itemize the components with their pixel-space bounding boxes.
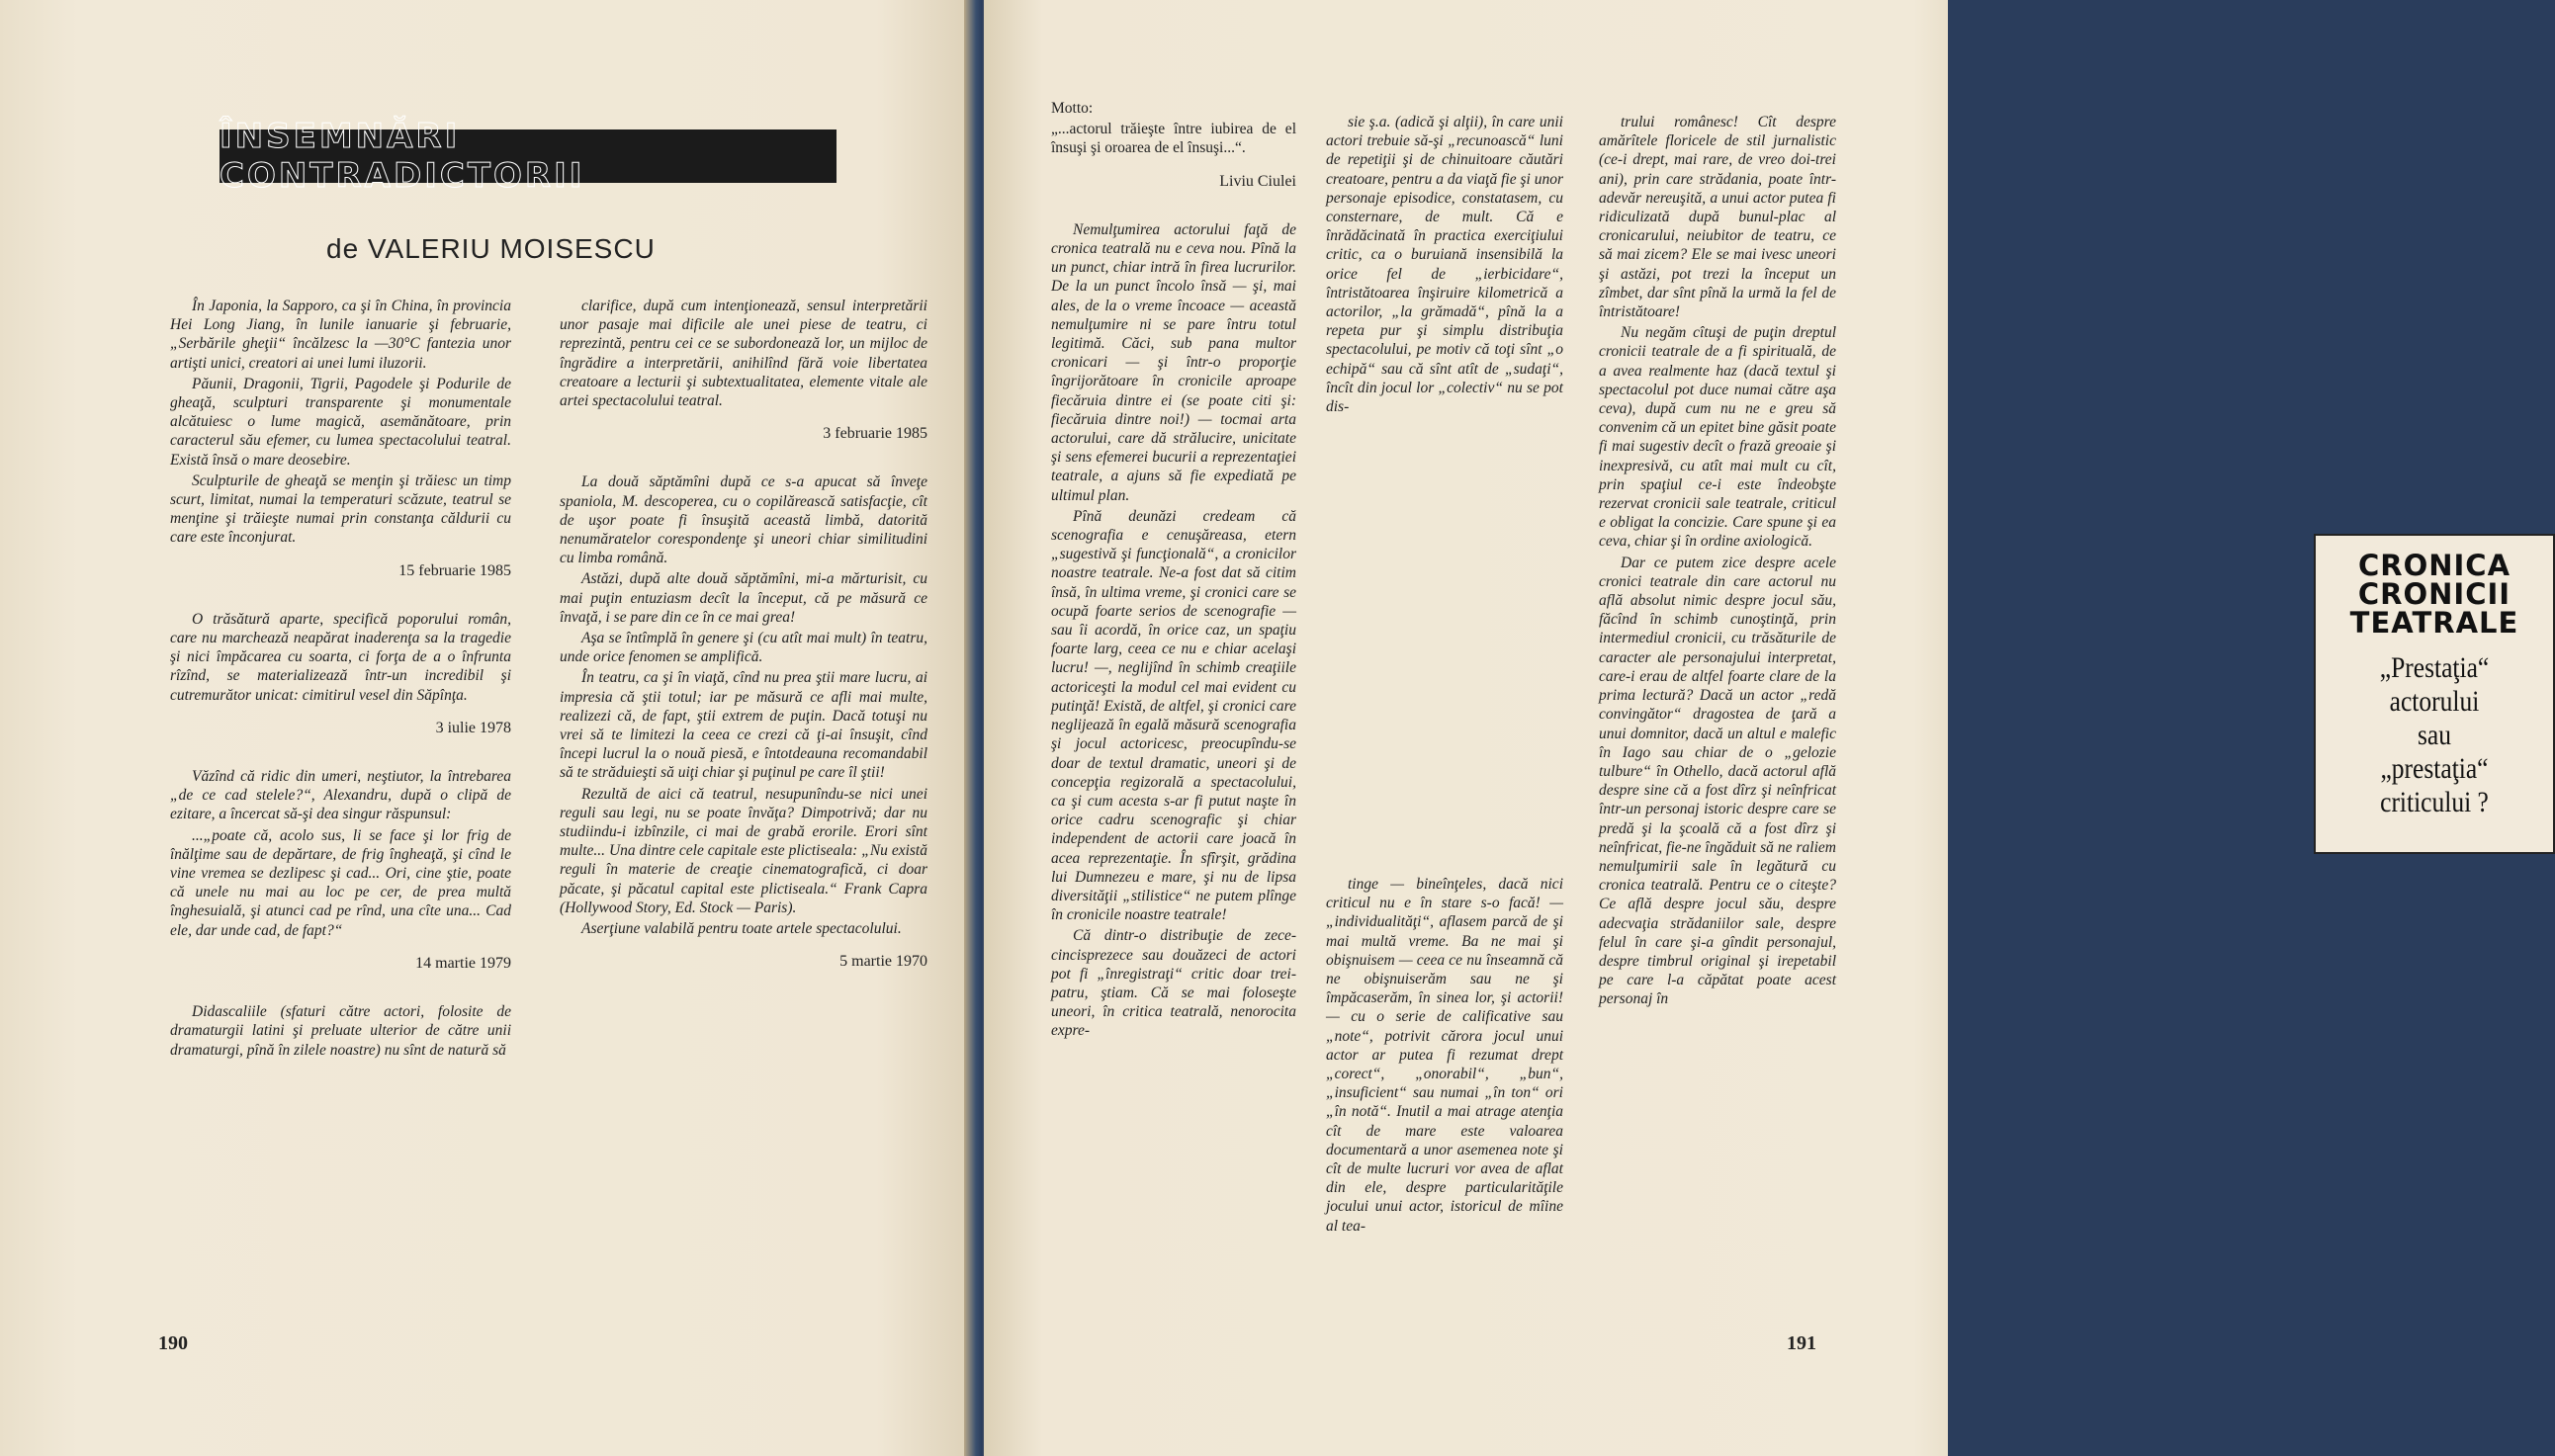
title-line: „prestaţia“ [2380,752,2489,785]
page-number-left: 190 [158,1332,188,1354]
right-column-2-top [1326,113,1563,418]
paragraph: Păunii, Dragonii, Tigrii, Pagodele şi Podurile de gheaţă, sculpturi transparente şi monumentale alcătuiesc o lume magică, asemănătoare, prin caracterul său efemer, cu lumea spectacolului teatral. Există însă o mare deosebire. [170,375,511,469]
right-column-2-bottom [1326,875,1563,1238]
paragraph: Văzînd că ridic din umeri, neştiutor, la întrebarea „de ce cad stelele?“, Alexandru, după o clipă de ezitare, a încercat să-şi dea singur răspunsul: [170,768,511,823]
right-column-1 [1051,99,1296,1043]
entry-date: 14 martie 1979 [415,954,511,972]
paragraph: În Japonia, la Sapporo, ca şi în China, în provincia Hei Long Jiang, în lunile ianuarie şi februarie, „Serbările gheţii“ încălzesc la —30°C fantezia unor artişti unici, creatori ai unei lumi iluzorii. [170,298,511,372]
paragraph: În teatru, ca şi în viaţă, cînd nu prea ştii mare lucru, ai impresia că ştii totul; iar pe măsură ce afli mai multe, realizezi că, de fapt, ştii extrem de puţin. Dacă totuşi nu vrei să te limitezi la ceea ce crezi că ţi-ai însuşit, cînd începi lucrul la o nouă piesă, e întotdeauna recomandabil să te străduieşti să uiţi chiar şi puţinul pe care îl ştii! [560,669,927,782]
entry-date: 3 iulie 1978 [435,719,511,736]
heading-line: TEATRALE [2349,606,2519,640]
chronicle-title-box [2314,534,2555,854]
section-banner [220,117,837,196]
paragraph: La două săptămîni după ce s-a apucat să înveţe spaniola, M. descoperea, cu o copilărească satisfacţie, cît de uşor poate fi însuşită această limbă, datorită nenumăratelor corespondenţe şi uneori chiar similitudini cu limba română. [560,473,927,567]
paragraph: Didascaliile (sfaturi către actori, folosite de dramaturgii latini şi preluate ulterior de către unii dramaturgi, pînă în zilele noastre) nu sînt de natură să [170,1003,511,1059]
paragraph: Motto: [1051,100,1094,117]
right-page [984,0,2519,1456]
entry-date: Liviu Ciulei [1219,172,1296,190]
paragraph: Pînă deunăzi credeam că scenografia e cenuşăreasa, etern „sugestivă şi funcţională“, a cronicilor noastre teatrale. Ne-a fost dat să citim însă, în ultima vreme, şi cronici care se ocupă foarte serios de scenografie — sau îi acordă, în orice caz, un spaţiu foarte larg, ceea ce nu e chiar acelaşi lucru! —, neglijînd în schimb creaţiile actoriceşti la modul cel mai evident cu putinţă! Există, de altfel, şi cronici care neglijează în egală măsură scenografia şi jocul actoricesc, preocupîndu-se doar de textul dramatic, uneori şi de concepţia regizorală a spectacolului, ca şi cum acesta s-ar fi putut naşte în orice cadru scenografic şi chiar independent de actorii care joacă în acea reprezentaţie. În sfîrşit, grădina lui Dumnezeu e mare, şi nu de lipsa diversităţii „stilistice“ ne putem plînge în cronicile noastre teatrale! [1051,507,1296,924]
title-line: sau [2418,719,2451,751]
entry-date: 15 februarie 1985 [398,561,511,579]
cover-edge [1948,0,1963,1456]
right-column-3 [1599,113,1836,1011]
paragraph: Astăzi, după alte două săptămîni, mi-a mărturisit, cu mai puţin entuziasm decît la început, că pe măsură ce învaţă, i se pare din ce în ce mai grea! [560,570,927,626]
banner-title: ÎNSEMNĂRI CONTRADICTORII [220,117,585,196]
heading-line: CRONICA [2357,549,2511,582]
paragraph: Sculpturile de gheaţă se menţin şi trăiesc un timp scurt, limitat, numai la temperaturi scăzute, teatrul se menţine şi trăieşte numai prin constanţa căldurii cu care este înconjurat. [170,471,511,547]
paragraph: trului românesc! Cît despre amărîtele floricele de stil jurnalistic (ce-i drept, mai rare, de vreo doi-trei ani), prin care strădania, poate într-adevăr nereuşită, a unui actor putea fi ridiculizată după bunul-plac al cronicarului, neiubitor de teatru, ce să mai zicem? Ele se mai ivesc uneori şi astăzi, pot trezi la început un zîmbet, dar sînt pînă la urmă la fel de întristătoare! [1599,114,1836,321]
left-page [0,0,974,1456]
paragraph: Dar ce putem zice despre acele cronici teatrale din care actorul nu află absolut nimic despre jocul său, făcînd în schimb cunoştinţă, prin intermediul cronicii, cu trăsăturile de caracter ale personajului interpretat, care-i erau de altfel foarte clare de la prima lectură? Dacă un actor „redă convingător“ dragostea de ţară a unui domnitor, dacă un altul e malefic în Iago sau chiar de o „gelozie tulbure“ în Othello, dacă actorul află despre sine că a fost dîrz şi neînfricat într-un personaj istoric despre care se predă şi la şcoală că a fost dîrz şi neînfricat, fie-ne îngăduit să ne raliem nemulţumirii sale în legătură cu cronica teatrală. Pentru ce o citeşte? Ce află despre jocul său, despre adecvaţia strădaniilor sale, despre felul în care şi-a gîndit personajul, despre timbrul original şi irepetabil pe care l-a căpătat poate acest personaj în [1599,554,1836,1008]
left-column-2 [560,297,927,1001]
chronicle-heading [2316,549,2553,640]
paragraph: „...actorul trăieşte între iubirea de el însuşi şi oroarea de el însuşi...“. [1051,121,1296,157]
title-line: „Prestaţia“ [2379,651,2490,684]
paragraph: Că dintr-o distribuţie de zece-cincisprezece sau douăzeci de actori pot fi „înregistraţi“ critic doar trei-patru, ştiam. Că se mai foloseşte uneori, în critica teatrală, nenorocita expre- [1051,927,1296,1040]
paragraph: Aşa se întîmplă în genere şi (cu atît mai mult) în teatru, unde orice fenomen se amplifică. [560,630,927,666]
entry-date: 3 februarie 1985 [823,425,927,443]
heading-line: CRONICII [2357,577,2511,611]
paragraph: Aserţiune valabilă pentru toate artele spectacolului. [581,920,902,938]
title-line: criticului ? [2380,786,2489,818]
paragraph: O trăsătură aparte, specifică poporului român, care nu marchează neapărat inaderenţa sa la tragedie şi nici împăcarea cu soarta, ci forţa de a o înfrunta rîzînd, se materializează într-un incredibil şi cutremurător unicat: cimitirul vesel din Săpînţa. [170,610,511,704]
paragraph: ...„poate că, acolo sus, li se face şi lor frig de înălţime sau de depărtare, de frig îngheaţă, şi cînd le vine vremea se dezlipesc şi cad... Ori, cine ştie, poate că unele nu mai au loc pe cer, de prea multă înghesuială, şi atunci cad pe rînd, una cîte una... Cad ele, dar unde cad, de fapt?“ [170,826,511,939]
title-line: actorului [2389,685,2480,718]
entry-date: 5 martie 1970 [839,953,927,971]
paragraph: sie ş.a. (adică şi alţii), în care unii actori trebuie să-şi „recunoască“ luni de repetiţii şi de chinuitoare căutări creatoare, pentru a da viaţă fie şi unor personaje episodice, constatasem, cu consternare, de mult. Că e înrădăcinată în practica exerciţiului critic, ca o buruiană insensibilă la orice fel de „ierbicidare“, întristătoarea înşiruire kilometrică a actorilor, „la grămadă“, pînă la a repeta pur şi simplu distribuţia spectacolului, pe motiv că toţi sînt „o echipă“ sau că sînt atît de „sudaţi“, încît din jocul lor „colectiv“ nu se pot dis- [1326,114,1563,416]
paragraph: clarifice, după cum intenţionează, sensul interpretării unor pasaje mai dificile ale unei piese de teatru, ci reprezintă, pentru cei ce se subordonează lor, un mijloc de îngrădire a interpretării, anihilînd fără voie libertatea creatoare a lecturii şi subtextualitatea, elemente vitale ale artei spectacolului teatral. [560,298,927,410]
paragraph: Nemulţumirea actorului faţă de cronica teatrală nu e ceva nou. Pînă la un punct, chiar intră în firea lucrurilor. De la un punct încolo însă — şi, mai ales, de la o vreme încoace — această nemulţumire ni se pare întru totul legitimă. Căci, sub pana multor cronicari — şi într-o proporţie îngrijorătoare în cronicile aproape fiecăruia dintre ei (se poate citi şi: fiecăruia dintre noi!) — tocmai arta actorului, care dă strălucire, unicitate şi sens efemerei bucurii a reprezentaţiei teatrale, a ajuns să fie expediată pe ultimul plan. [1051,220,1296,504]
page-number-right: 191 [1787,1332,1816,1354]
author-byline: de VALERIU MOISESCU [326,233,656,264]
chronicle-title [2334,651,2535,819]
paragraph: Nu negăm cîtuşi de puţin dreptul cronicii teatrale de a fi spirituală, de a avea realmente haz (dacă textul şi spectacolul pot duce numai către aşa ceva), după cum nu ne e greu să convenim că un epitet bine găsit poate fi mai sugestiv decît o frază greoaie şi inexpresivă, cu atît mai mult cu cît, prin spaţiul ce-i este îndeobşte rezervat cronicii sale teatrale, criticul e obligat la concizie. Care spune şi ea ceva, chiar şi în ordine axiologică. [1599,324,1836,551]
paragraph: Rezultă de aici că teatrul, nesupunîndu-se nici unei reguli sau legi, nu se poate învăţa? Dimpotrivă; dar nu studiindu-i izbînzile, ci mai de grabă erorile. Erori sînt multe... Una dintre cele capitale este plictiseala: „Nu există reguli în materie de creaţie cinematografică, ci doar păcate, şi păcatul capital este plictiseala.“ Frank Capra (Hollywood Story, Ed. Stock — Paris). [560,785,927,916]
left-column-1 [170,297,511,1062]
paragraph: tinge — bineînţeles, dacă nici criticul nu e în stare s-o facă! — „individualităţi“, aflasem parcă de şi mai multă vreme. Ba ne mai şi obişnuisem — ceea ce nu înseamnă că ne obişnuiserăm sau ne şi împăcaserăm, în sinea lor, şi actorii! — cu o serie de calificative sau „note“, potrivit cărora jocul unui actor ar putea fi rezumat drept „corect“, „onorabil“, „bun“, „insuficient“ sau numai „în ton“ ori „în notă“. Inutil a mai atrage atenţia cît de mare este valoarea documentară a unor asemenea note şi cît de multe lucruri vor avea de aflat din ele, despre particularităţile jocului unui actor, istoricul de mîine al tea- [1326,876,1563,1235]
